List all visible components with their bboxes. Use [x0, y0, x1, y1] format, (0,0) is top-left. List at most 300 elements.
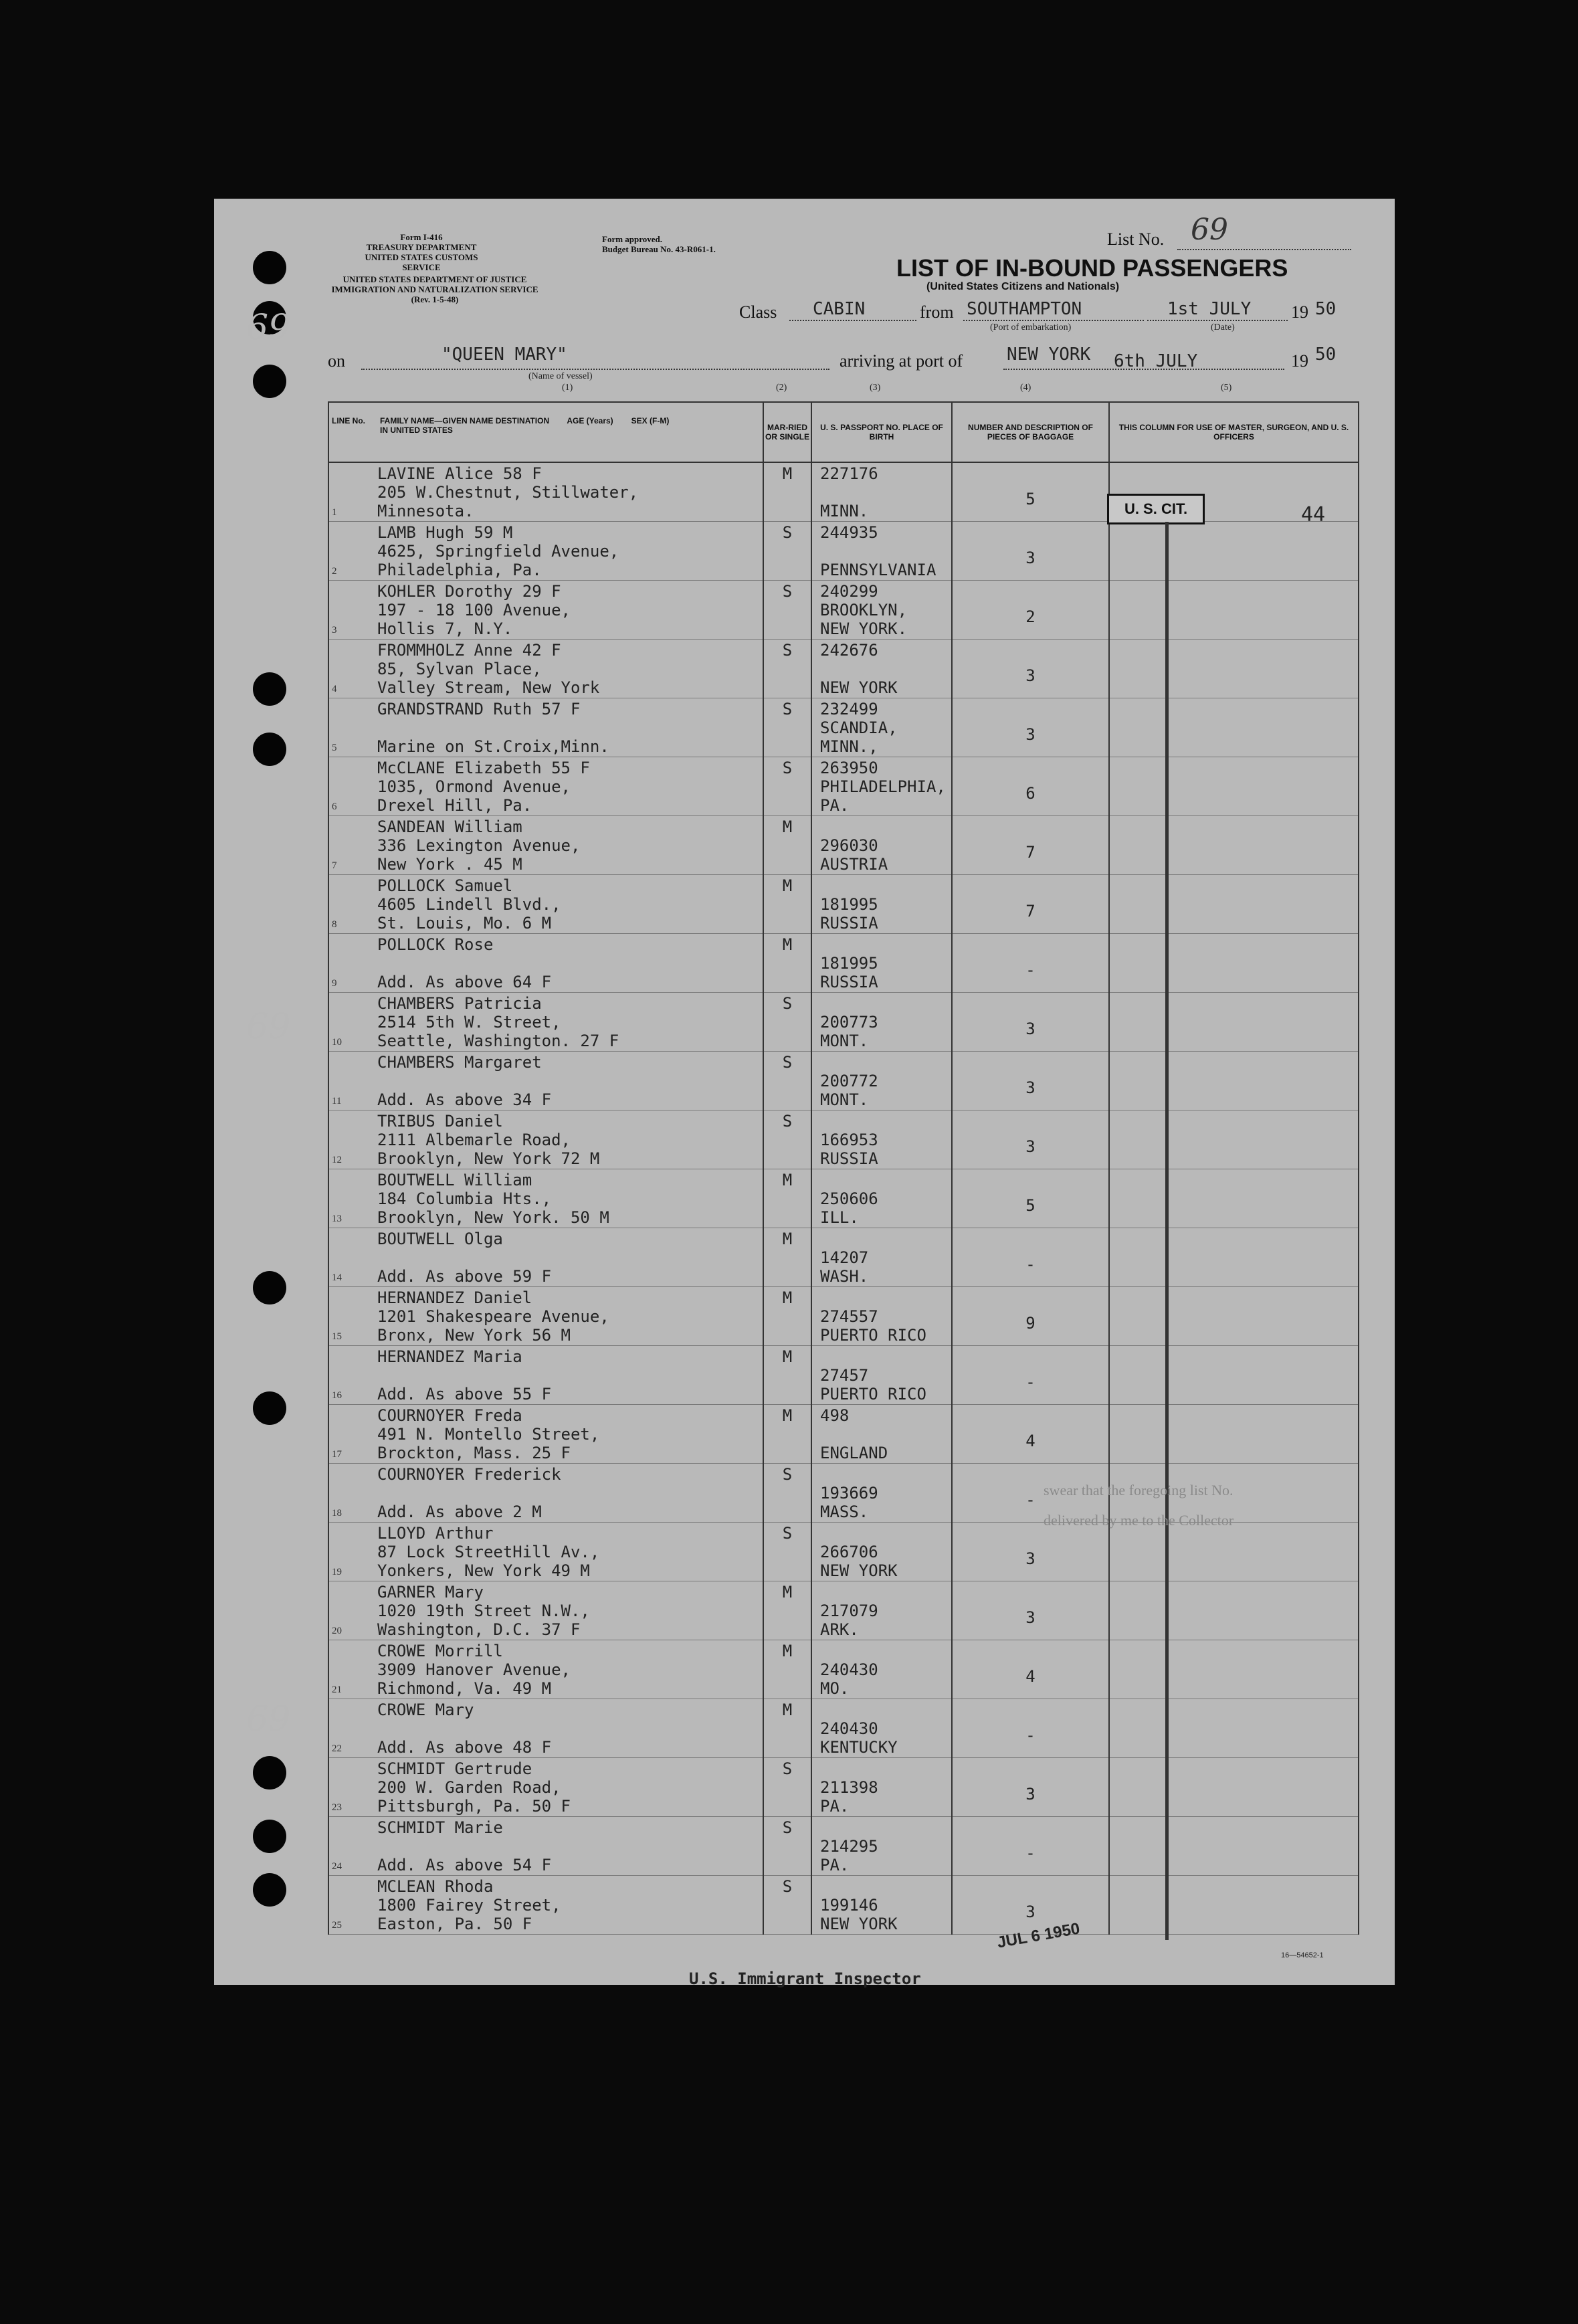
passport-cell — [811, 993, 952, 1052]
place-of-birth: ARK. — [820, 1620, 859, 1639]
baggage-cell — [952, 816, 1109, 875]
passenger-destination: Brooklyn, New York 72 M — [377, 1149, 600, 1168]
officers-cell — [1109, 522, 1359, 581]
married-cell — [763, 1464, 811, 1523]
married-cell — [763, 757, 811, 816]
line-number: 7 — [332, 860, 337, 871]
margin-note: 69 — [246, 308, 291, 348]
margin-note: 69 — [246, 1007, 291, 1047]
married-status: S — [782, 1465, 793, 1484]
punch-hole — [253, 1756, 286, 1789]
married-cell — [763, 1052, 811, 1110]
table-row — [328, 1169, 1359, 1228]
officers-cell — [1109, 581, 1359, 640]
place-of-birth: MO. — [820, 1679, 850, 1698]
line-number: 22 — [332, 1743, 342, 1754]
married-cell — [763, 581, 811, 640]
name-column-header — [328, 402, 763, 462]
vessel-line — [361, 369, 829, 370]
passport-column-header: U. S. PASSPORT NO. PLACE OF BIRTH — [811, 402, 952, 462]
passport-number: 227176 — [820, 464, 878, 483]
married-cell — [763, 1581, 811, 1640]
justice-block: UNITED STATES DEPARTMENT OF JUSTICE IMMIGRATION AND NATURALIZATION SERVICE (Rev. 1-5-48) — [331, 274, 538, 304]
table-row — [328, 1581, 1359, 1640]
passenger-address: 1800 Fairey Street, — [377, 1896, 561, 1915]
married-status: S — [782, 582, 793, 601]
passenger-name: LAVINE Alice 58 F — [377, 464, 542, 483]
line-number: 21 — [332, 1684, 342, 1695]
line-number: 3 — [332, 625, 337, 636]
baggage-cell — [952, 640, 1109, 698]
passenger-name: COURNOYER Freda — [377, 1406, 522, 1425]
married-cell — [763, 1758, 811, 1817]
line-no-header: LINE No. — [332, 416, 365, 425]
officers-cell — [1109, 1169, 1359, 1228]
table-row — [328, 1346, 1359, 1405]
form-id-block: Form I-416 TREASURY DEPARTMENT UNITED STATES CUSTOMS SERVICE — [365, 232, 478, 272]
line-number: 5 — [332, 743, 337, 753]
passenger-address: 1020 19th Street N.W., — [377, 1602, 590, 1620]
table-row — [328, 698, 1359, 757]
passenger-address: 1035, Ormond Avenue, — [377, 777, 571, 796]
passport-cell — [811, 816, 952, 875]
name-header: FAMILY NAME—GIVEN NAME DESTINATION IN UNITED STATES — [380, 416, 550, 435]
passenger-name: MCLEAN Rhoda — [377, 1877, 494, 1896]
passenger-address: 4625, Springfield Avenue, — [377, 542, 619, 561]
passport-number-alt: 200773 — [820, 1013, 878, 1032]
class-value: CABIN — [813, 299, 866, 319]
baggage-cell — [952, 1287, 1109, 1346]
place-of-birth: MONT. — [820, 1032, 869, 1050]
line-number: 12 — [332, 1155, 342, 1165]
baggage-count: - — [1025, 1255, 1035, 1274]
passenger-cell — [328, 1758, 763, 1817]
married-cell — [763, 462, 811, 522]
passenger-destination: Add. As above 54 F — [377, 1856, 552, 1874]
punch-hole — [253, 733, 286, 766]
passenger-cell — [328, 640, 763, 698]
table-row — [328, 757, 1359, 816]
line-number: 11 — [332, 1096, 342, 1106]
passenger-cell — [328, 1169, 763, 1228]
married-status: M — [782, 1171, 793, 1189]
passenger-address: 2514 5th W. Street, — [377, 1013, 561, 1032]
officers-column-header: THIS COLUMN FOR USE OF MASTER, SURGEON, AND U. S. OFFICERS — [1109, 402, 1359, 462]
place-of-birth: NEW YORK. — [820, 619, 908, 638]
passenger-name: CROWE Morrill — [377, 1642, 503, 1660]
passenger-address: 87 Lock StreetHill Av., — [377, 1543, 600, 1561]
married-cell — [763, 522, 811, 581]
from-line — [963, 320, 1144, 321]
line-number: 6 — [332, 801, 337, 812]
officers-cell — [1109, 640, 1359, 698]
married-cell — [763, 640, 811, 698]
passenger-cell — [328, 816, 763, 875]
passport-number-alt: 181995 — [820, 954, 878, 973]
passport-number: 242676 — [820, 641, 878, 660]
passenger-cell — [328, 462, 763, 522]
passenger-name: SCHMIDT Gertrude — [377, 1759, 532, 1778]
married-cell — [763, 1699, 811, 1758]
passenger-destination: Add. As above 2 M — [377, 1503, 542, 1521]
passenger-destination: Washington, D.C. 37 F — [377, 1620, 581, 1639]
passenger-name: GARNER Mary — [377, 1583, 484, 1602]
table-row — [328, 1640, 1359, 1699]
table-row — [328, 581, 1359, 640]
table-row — [328, 816, 1359, 875]
passport-cell — [811, 1876, 952, 1935]
passenger-name: McCLANE Elizabeth 55 F — [377, 759, 590, 777]
baggage-column-header: NUMBER AND DESCRIPTION OF PIECES OF BAGGAGE — [952, 402, 1109, 462]
married-status: S — [782, 1877, 793, 1896]
married-status: M — [782, 1642, 793, 1660]
passenger-name: GRANDSTRAND Ruth 57 F — [377, 700, 581, 718]
passenger-name: POLLOCK Samuel — [377, 876, 513, 895]
passenger-cell — [328, 1405, 763, 1464]
passenger-cell — [328, 875, 763, 934]
officer-column-line — [1165, 522, 1169, 1940]
passport-number-alt: PHILADELPHIA, — [820, 777, 946, 796]
baggage-count: 3 — [1025, 1549, 1035, 1568]
place-of-birth: AUSTRIA — [820, 855, 888, 874]
col2-number: (2) — [776, 383, 787, 393]
place-of-birth: ENGLAND — [820, 1444, 888, 1462]
passenger-cell — [328, 581, 763, 640]
line-number: 17 — [332, 1449, 342, 1460]
place-of-birth: NEW YORK — [820, 678, 898, 697]
table-row — [328, 1758, 1359, 1817]
passenger-address: 205 W.Chestnut, Stillwater, — [377, 483, 639, 502]
passport-cell — [811, 1817, 952, 1876]
baggage-count: 3 — [1025, 725, 1035, 744]
passenger-destination: Yonkers, New York 49 M — [377, 1561, 590, 1580]
margin-note: 69 — [246, 1699, 291, 1739]
baggage-cell — [952, 1581, 1109, 1640]
married-status: M — [782, 817, 793, 836]
baggage-count: 6 — [1025, 784, 1035, 803]
passport-cell — [811, 640, 952, 698]
line-number: 2 — [332, 566, 337, 577]
table-row — [328, 1523, 1359, 1581]
passenger-destination: Pittsburgh, Pa. 50 F — [377, 1797, 571, 1816]
passenger-address: 491 N. Montello Street, — [377, 1425, 600, 1444]
line-number: 23 — [332, 1802, 342, 1813]
passport-number-alt: 240430 — [820, 1660, 878, 1679]
passenger-name: TRIBUS Daniel — [377, 1112, 503, 1131]
passenger-destination: Marine on St.Croix,Minn. — [377, 737, 609, 756]
place-of-birth: PA. — [820, 1797, 850, 1816]
passenger-destination: Add. As above 59 F — [377, 1267, 552, 1286]
passport-number: 232499 — [820, 700, 878, 718]
year-value: 50 — [1315, 299, 1337, 319]
passport-cell — [811, 522, 952, 581]
married-status: M — [782, 1347, 793, 1366]
officers-cell — [1109, 1110, 1359, 1169]
line-number: 24 — [332, 1861, 342, 1872]
table-row — [328, 993, 1359, 1052]
officers-cell — [1109, 698, 1359, 757]
officers-cell — [1109, 1405, 1359, 1464]
passport-cell — [811, 1464, 952, 1523]
passenger-name: HERNANDEZ Maria — [377, 1347, 522, 1366]
baggage-cell — [952, 1052, 1109, 1110]
officers-cell — [1109, 1876, 1359, 1935]
place-of-birth: KENTUCKY — [820, 1738, 898, 1757]
from-date-line — [1147, 320, 1288, 321]
col1-number: (1) — [562, 383, 573, 393]
passenger-destination: Brockton, Mass. 25 F — [377, 1444, 571, 1462]
baggage-count: 4 — [1025, 1667, 1035, 1686]
passenger-table — [328, 401, 1359, 1935]
place-of-birth: PUERTO RICO — [820, 1326, 926, 1345]
line-number: 20 — [332, 1626, 342, 1636]
line-number: 25 — [332, 1920, 342, 1931]
col3-number: (3) — [870, 383, 881, 393]
passport-cell — [811, 934, 952, 993]
married-cell — [763, 875, 811, 934]
passenger-destination: Add. As above 34 F — [377, 1090, 552, 1109]
passport-cell — [811, 1110, 952, 1169]
line-number: 9 — [332, 978, 337, 989]
passenger-name: CROWE Mary — [377, 1701, 474, 1719]
passenger-name: LLOYD Arthur — [377, 1524, 494, 1543]
passenger-address: 2111 Albemarle Road, — [377, 1131, 571, 1149]
officers-cell — [1109, 1581, 1359, 1640]
married-cell — [763, 1287, 811, 1346]
officers-cell — [1109, 1758, 1359, 1817]
passenger-destination: New York . 45 M — [377, 855, 522, 874]
passenger-destination: Bronx, New York 56 M — [377, 1326, 571, 1345]
passenger-destination: Richmond, Va. 49 M — [377, 1679, 552, 1698]
table-row — [328, 1228, 1359, 1287]
passenger-cell — [328, 1581, 763, 1640]
passenger-destination: Add. As above 48 F — [377, 1738, 552, 1757]
table-row — [328, 1876, 1359, 1935]
baggage-count: 3 — [1025, 549, 1035, 567]
line-number: 14 — [332, 1272, 342, 1283]
passenger-destination: Add. As above 64 F — [377, 973, 552, 991]
list-no-value: 69 — [1191, 213, 1228, 247]
passport-number: 244935 — [820, 523, 878, 542]
officers-cell — [1109, 1817, 1359, 1876]
passenger-destination: Minnesota. — [377, 502, 474, 520]
passport-number: 263950 — [820, 759, 878, 777]
officers-cell — [1109, 993, 1359, 1052]
table-row — [328, 640, 1359, 698]
married-cell — [763, 993, 811, 1052]
baggage-count: 7 — [1025, 902, 1035, 921]
from-date: 1st JULY — [1167, 299, 1252, 319]
punch-hole — [253, 251, 286, 284]
from-label: from — [920, 302, 954, 322]
passport-number-alt: 211398 — [820, 1778, 878, 1797]
line-number: 1 — [332, 507, 337, 518]
line-number: 8 — [332, 919, 337, 930]
place-of-birth: PA. — [820, 1856, 850, 1874]
passenger-address: 200 W. Garden Road, — [377, 1778, 561, 1797]
passport-cell — [811, 1640, 952, 1699]
passenger-cell — [328, 1346, 763, 1405]
place-of-birth: NEW YORK — [820, 1915, 898, 1933]
married-status: M — [782, 1583, 793, 1602]
married-cell — [763, 1817, 811, 1876]
place-of-birth: WASH. — [820, 1267, 869, 1286]
baggage-cell — [952, 462, 1109, 522]
baggage-count: 3 — [1025, 1903, 1035, 1921]
passenger-name: HERNANDEZ Daniel — [377, 1288, 532, 1307]
passport-number-alt: 274557 — [820, 1307, 878, 1326]
punch-hole — [253, 1873, 286, 1907]
passenger-cell — [328, 698, 763, 757]
married-status: S — [782, 641, 793, 660]
passport-number-alt: 199146 — [820, 1896, 878, 1915]
line-number: 15 — [332, 1331, 342, 1342]
passenger-destination: Hollis 7, N.Y. — [377, 619, 513, 638]
baggage-cell — [952, 1110, 1109, 1169]
line-number: 18 — [332, 1508, 342, 1519]
arriving-label: arriving at port of — [840, 351, 963, 371]
married-status: M — [782, 464, 793, 483]
line-number: 16 — [332, 1390, 342, 1401]
married-status: S — [782, 759, 793, 777]
passport-number-alt: 166953 — [820, 1131, 878, 1149]
married-cell — [763, 816, 811, 875]
passenger-destination: Valley Stream, New York — [377, 678, 600, 697]
passenger-destination: Add. As above 55 F — [377, 1385, 552, 1403]
oath-text-bleedthrough: delivered by me to the Collector — [1044, 1512, 1234, 1529]
table-row — [328, 1052, 1359, 1110]
passport-number: 498 — [820, 1406, 850, 1425]
passenger-name: BOUTWELL William — [377, 1171, 532, 1189]
line-number: 10 — [332, 1037, 342, 1048]
married-cell — [763, 1640, 811, 1699]
passenger-destination: St. Louis, Mo. 6 M — [377, 914, 552, 933]
married-status: S — [782, 1818, 793, 1837]
line-number: 19 — [332, 1567, 342, 1577]
age-header: AGE (Years) — [567, 416, 613, 425]
passenger-address: 4605 Lindell Blvd., — [377, 895, 561, 914]
officers-cell — [1109, 875, 1359, 934]
year2-value: 50 — [1315, 345, 1337, 365]
officers-cell — [1109, 757, 1359, 816]
arriving-port: NEW YORK — [1007, 345, 1091, 365]
officers-cell — [1109, 1287, 1359, 1346]
year-prefix: 19 — [1291, 302, 1308, 322]
passenger-name: COURNOYER Frederick — [377, 1465, 561, 1484]
passport-number-alt: SCANDIA, — [820, 718, 898, 737]
line-number: 13 — [332, 1214, 342, 1224]
passport-number: 240299 — [820, 582, 878, 601]
married-status: S — [782, 523, 793, 542]
passenger-cell — [328, 1464, 763, 1523]
baggage-cell — [952, 934, 1109, 993]
passenger-destination: Drexel Hill, Pa. — [377, 796, 532, 815]
passport-cell — [811, 1169, 952, 1228]
baggage-cell — [952, 1346, 1109, 1405]
married-status: S — [782, 1112, 793, 1131]
passport-cell — [811, 1287, 952, 1346]
baggage-count: - — [1025, 1726, 1035, 1745]
officers-cell — [1109, 1640, 1359, 1699]
col5-number: (5) — [1221, 383, 1232, 393]
passport-cell — [811, 698, 952, 757]
date-stamp: JUL 6 1950 — [995, 1919, 1082, 1952]
passenger-address: 3909 Hanover Avenue, — [377, 1660, 571, 1679]
married-cell — [763, 1876, 811, 1935]
passenger-address: 184 Columbia Hts., — [377, 1189, 552, 1208]
line-number: 4 — [332, 684, 337, 694]
passenger-address: 1201 Shakespeare Avenue, — [377, 1307, 609, 1326]
table-header-row — [328, 402, 1359, 462]
baggage-cell — [952, 1876, 1109, 1935]
passport-cell — [811, 757, 952, 816]
passport-cell — [811, 1581, 952, 1640]
baggage-count: 3 — [1025, 1020, 1035, 1038]
baggage-cell — [952, 1699, 1109, 1758]
passport-number-alt: 250606 — [820, 1189, 878, 1208]
passport-cell — [811, 1346, 952, 1405]
passenger-cell — [328, 1052, 763, 1110]
baggage-count: 5 — [1025, 1196, 1035, 1215]
vessel-caption: (Name of vessel) — [528, 371, 593, 381]
passenger-destination: Easton, Pa. 50 F — [377, 1915, 532, 1933]
port-caption: (Port of embarkation) — [990, 322, 1072, 332]
inspector-label: U.S. Immigrant Inspector — [689, 1969, 921, 1988]
married-status: S — [782, 1053, 793, 1072]
baggage-cell — [952, 875, 1109, 934]
punch-hole — [253, 1391, 286, 1425]
baggage-count: - — [1025, 1844, 1035, 1862]
place-of-birth: MINN., — [820, 737, 878, 756]
arriving-date: 6th JULY — [1114, 351, 1198, 371]
officers-cell — [1109, 1699, 1359, 1758]
married-cell — [763, 1523, 811, 1581]
baggage-cell — [952, 581, 1109, 640]
baggage-count: - — [1025, 1373, 1035, 1391]
baggage-count: 7 — [1025, 843, 1035, 862]
passport-cell — [811, 1405, 952, 1464]
officers-cell — [1109, 934, 1359, 993]
date-caption: (Date) — [1211, 322, 1235, 332]
passport-number-alt: 296030 — [820, 836, 878, 855]
baggage-count: 4 — [1025, 1432, 1035, 1450]
year2-prefix: 19 — [1291, 351, 1308, 371]
baggage-cell — [952, 1169, 1109, 1228]
passenger-name: CHAMBERS Margaret — [377, 1053, 542, 1072]
passport-cell — [811, 462, 952, 522]
form-subtitle: (United States Citizens and Nationals) — [926, 281, 1120, 292]
passenger-cell — [328, 1876, 763, 1935]
passport-cell — [811, 1758, 952, 1817]
punch-hole — [253, 365, 286, 398]
passenger-cell — [328, 1287, 763, 1346]
baggage-count: 3 — [1025, 1608, 1035, 1627]
table-row — [328, 875, 1359, 934]
punch-hole — [253, 1820, 286, 1853]
baggage-cell — [952, 1523, 1109, 1581]
married-cell — [763, 1169, 811, 1228]
baggage-cell — [952, 1228, 1109, 1287]
class-line — [789, 320, 916, 321]
officer-note: 44 — [1301, 503, 1326, 526]
on-label: on — [328, 351, 345, 371]
punch-hole — [253, 1271, 286, 1304]
passport-number-alt: 214295 — [820, 1837, 878, 1856]
passenger-name: CHAMBERS Patricia — [377, 994, 542, 1013]
list-no-line — [1177, 249, 1351, 250]
baggage-count: 3 — [1025, 1785, 1035, 1804]
passport-cell — [811, 1052, 952, 1110]
